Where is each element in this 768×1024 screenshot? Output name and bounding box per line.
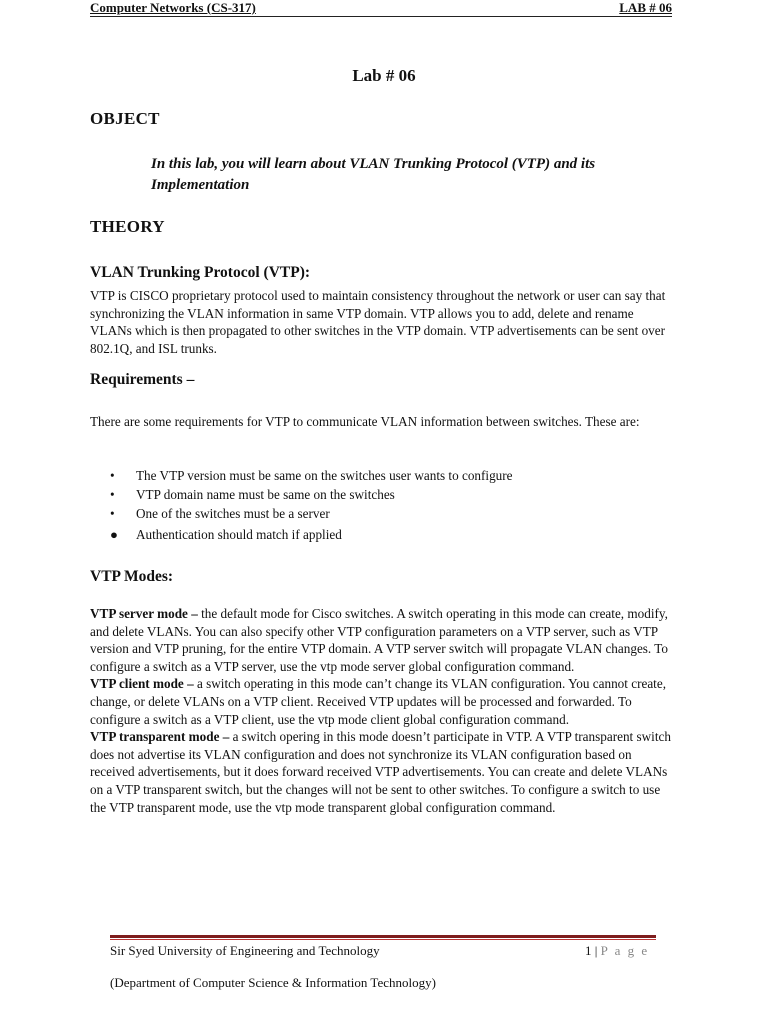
modes-paragraph bbox=[90, 605, 675, 816]
object-heading: OBJECT bbox=[90, 109, 160, 128]
transparent-mode-label: VTP transparent mode – bbox=[90, 729, 230, 745]
page-title: Lab # 06 bbox=[352, 66, 416, 85]
theory-heading: THEORY bbox=[90, 217, 165, 236]
vtp-paragraph: VTP is CISCO proprietary protocol used to maintain consistency throughout the network or user can say that synchronizing the VLAN information in same VTP domain. VTP allows you to add, delete and rename VLANs which is then propagated to other switches in the VTP domain. VTP advertisements can be sent over 802.1Q, and ISL trunks. bbox=[90, 288, 666, 356]
page-number-value: 1 bbox=[585, 943, 592, 958]
bullet-icon: ● bbox=[110, 527, 118, 542]
page-separator: | bbox=[594, 943, 598, 958]
modes-heading: VTP Modes: bbox=[90, 568, 174, 585]
requirements-heading: Requirements – bbox=[90, 371, 195, 388]
server-mode-text: the default mode for Cisco switches. A switch operating in this mode can create, modify, and delete VLANs. You can also specify other VTP configuration parameters on a VTP server, such as VTP version and VTP pruning, for the entire VTP domain. A VTP server switch will propagate VLAN changes. To configure a switch as a VTP server, use the vtp mode server global configuration command. bbox=[90, 606, 669, 674]
bullet-icon: • bbox=[110, 468, 115, 483]
page-number bbox=[585, 943, 649, 959]
client-mode-label: VTP client mode – bbox=[90, 676, 194, 692]
bullet-icon: • bbox=[110, 506, 115, 521]
bullet-icon: • bbox=[110, 487, 115, 502]
client-mode-text: a switch operating in this mode can’t change its VLAN configuration. You cannot create, change, or delete VLANs on a VTP client. Received VTP updates will be processed and forwarded. To configure a switch as a VTP client, use the vtp mode client global configuration command. bbox=[90, 676, 666, 727]
lab-number: LAB # 06 bbox=[619, 0, 672, 15]
transparent-mode-text: a switch opering in this mode doesn’t participate in VTP. A VTP transparent switch does not advertise its VLAN configuration and does not synchronize its VLAN configuration based on received advertisements, but it does forward received VTP advertisements. You can create and delete VLANs on a VTP transparent switch, but the changes will not be sent to other switches. To configure a switch to use the VTP transparent mode, use the vtp mode transparent global configuration command. bbox=[90, 729, 671, 815]
course-title: Computer Networks (CS-317) bbox=[90, 0, 256, 15]
vtp-heading: VLAN Trunking Protocol (VTP): bbox=[90, 264, 311, 281]
footer-rule-thin bbox=[110, 939, 656, 940]
page-word: P a g e bbox=[600, 943, 650, 958]
server-mode-label: VTP server mode – bbox=[90, 606, 198, 621]
footer-university: Sir Syed University of Engineering and Technology bbox=[110, 943, 380, 958]
requirements-intro: There are some requirements for VTP to communicate VLAN information between switches. These are: bbox=[90, 414, 640, 429]
object-text: In this lab, you will learn about VLAN Trunking Protocol (VTP) and its Implementation bbox=[151, 156, 596, 193]
footer-rule bbox=[110, 935, 656, 938]
footer-department: (Department of Computer Science & Information Technology) bbox=[110, 975, 436, 990]
page-header bbox=[90, 0, 672, 17]
